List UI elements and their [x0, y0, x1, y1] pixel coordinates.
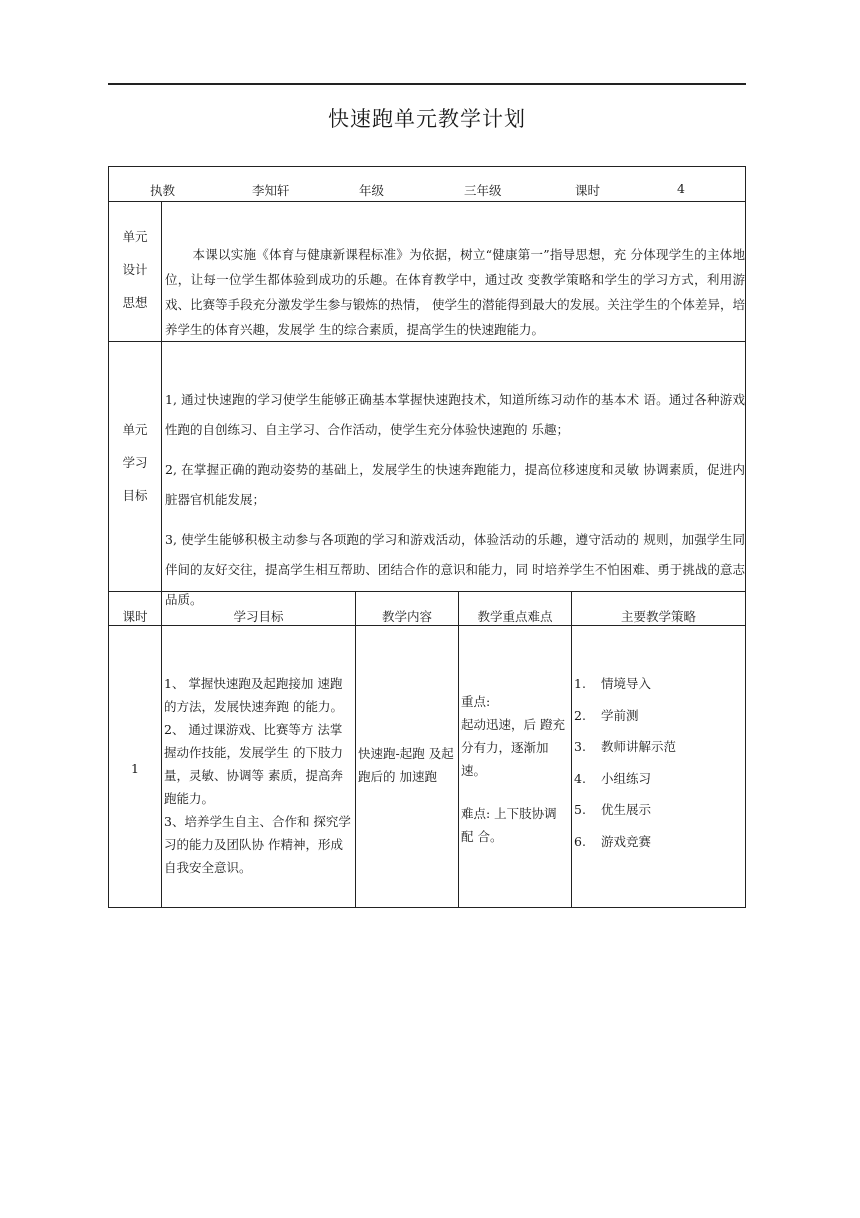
objective-item: 1、 掌握快速跑及起跑接加 速跑的方法，发展快速奔跑 的能力。 — [164, 676, 343, 714]
key-label: 重点: — [461, 694, 491, 709]
row-divider — [109, 201, 745, 202]
lesson-key-point — [461, 690, 569, 782]
lesson-content: 快速跑-起跑 及起跑后的 加速跑 — [358, 746, 454, 784]
header-key-points: 教学重点难点 — [477, 609, 553, 624]
header-strategies: 主要教学策略 — [620, 609, 696, 624]
hours-label: 课时 — [575, 183, 601, 198]
grade-label: 年级 — [359, 183, 385, 198]
document-title: 快速跑单元教学计划 — [328, 107, 526, 131]
strategy-list — [574, 668, 744, 857]
col-divider — [571, 591, 572, 907]
objective-item: 2、 通过课游戏、比赛等方 法掌握动作技能，发展学生 的下肢力量，灵敏、协调等 素质，提高奔跑能力。 — [164, 722, 343, 806]
header-content: 教学内容 — [381, 609, 432, 624]
strategy-item: 4. 小组练习 — [574, 770, 652, 786]
strategy-item: 5. 优生展示 — [574, 802, 652, 817]
unit-plan-table — [108, 166, 746, 908]
hours-value: 4 — [677, 181, 685, 196]
strategy-item: 3. 教师讲解示范 — [574, 739, 677, 754]
lesson-objectives — [164, 672, 353, 879]
goal-item: 2, 在掌握正确的跑动姿势的基础上，发展学生的快速奔跑能力，提高位移速度和灵敏 协调素质，促进内脏器官机能发展； — [165, 462, 745, 507]
objective-item: 3、培养学生自主、合作和 探究学习的能力及团队协 作精神，形成自我安全意识。 — [164, 814, 351, 875]
strategy-item: 6. 游戏竞赛 — [574, 833, 652, 849]
strategy-item: 1. 情境导入 — [574, 676, 652, 691]
col-divider — [458, 591, 459, 907]
lesson-period: 1 — [131, 761, 139, 776]
goal-item: 3, 使学生能够积极主动参与各项跑的学习和游戏活动，体验活动的乐趣，遵守活动的 规则，加强学生同伴间的友好交往，提高学生相互帮助、团结合作的意识和能力，同 时培养学生不怕困难、勇于挑战的意志品质。 — [165, 532, 745, 607]
strategy-item: 2. 学前测 — [574, 707, 639, 723]
goals-list — [165, 385, 745, 625]
key-text: 起动迅速，后 蹬充分有力，逐渐加速。 — [461, 717, 565, 778]
header-objectives: 学习目标 — [233, 609, 284, 624]
teacher-label: 执教 — [150, 183, 176, 198]
col-divider — [355, 591, 356, 907]
design-label: 单元 设计 思想 — [122, 229, 148, 310]
teacher-name: 李知轩 — [252, 183, 290, 198]
goals-label: 单元 学习 目标 — [122, 422, 148, 503]
goal-item: 1, 通过快速跑的学习使学生能够正确基本掌握快速跑技术，知道所练习动作的基本术 语。通过各种游戏性跑的自创练习、自主学习、合作活动，使学生充分体验快速跑的 乐趣； — [165, 392, 745, 437]
top-rule — [108, 83, 746, 85]
lesson-difficulty: 难点: 上下肢协调配 合。 — [461, 806, 557, 844]
design-text: 本课以实施《体育与健康新课程标准》为依据，树立“健康第一”指导思想，充 分体现学生的主体地位，让每一位学生都体验到成功的乐趣。在体育教学中，通过改 变教学策略和学生的学习方式，利用游戏、比赛等手段充分激发学生参与锻炼的热情， 使学生的潜能得到最大的发展。关注学生的个体差异，培养学生的体育兴趣，发展学 生的综合素质，提高学生的快速跑能力。 — [165, 247, 745, 337]
grade-value: 三年级 — [464, 183, 502, 198]
header-period: 课时 — [122, 609, 148, 624]
col-divider — [161, 201, 162, 907]
